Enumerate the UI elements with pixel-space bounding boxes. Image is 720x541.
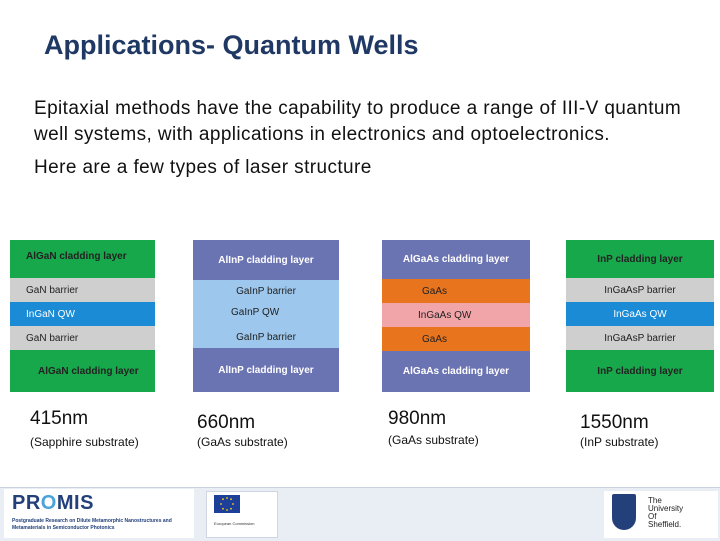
- barrier-bottom: GaAs: [382, 327, 530, 351]
- quantum-well: InGaAs QW: [566, 302, 714, 326]
- promis-logo: PROMIS: [12, 492, 94, 514]
- cladding-bottom: AlInP cladding layer: [193, 348, 339, 392]
- body-text: [34, 96, 694, 188]
- barrier-bottom: GaN barrier: [10, 326, 155, 350]
- quantum-well: InGaAs QW: [382, 303, 530, 327]
- cladding-top: AlGaN cladding layer: [10, 240, 155, 278]
- quantum-well: GaInP QW: [193, 302, 339, 326]
- wavelength-1550nm: 1550nm: [580, 412, 649, 433]
- laser-stack-415nm: [10, 240, 155, 392]
- cladding-bottom: InP cladding layer: [566, 350, 714, 392]
- substrate-1550nm: (InP substrate): [580, 435, 659, 449]
- laser-stack-1550nm: [566, 240, 714, 392]
- promis-tagline: Postgraduate Research on Dilute Metamorphic Nanostructures and Metamaterials in Semiconductor Photonics: [12, 518, 172, 531]
- laser-stack-980nm: [382, 240, 530, 392]
- cladding-top: AlInP cladding layer: [193, 240, 339, 280]
- wavelength-660nm: 660nm: [197, 412, 256, 433]
- cladding-bottom: AlGaN cladding layer: [10, 350, 155, 392]
- laser-stack-660nm: [193, 240, 339, 392]
- barrier-top: GaAs: [382, 279, 530, 303]
- substrate-980nm: (GaAs substrate): [388, 433, 479, 447]
- university-crest-icon: [612, 494, 636, 530]
- paragraph-intro: Epitaxial methods have the capability to produce a range of III-V quantum well systems, with applications in electronics and optoelectronics.: [34, 98, 682, 145]
- barrier-top: GaInP barrier: [193, 280, 339, 302]
- eu-caption: European Commission: [214, 521, 255, 526]
- barrier-bottom: GaInP barrier: [193, 326, 339, 348]
- wavelength-415nm: 415nm: [30, 408, 89, 429]
- barrier-top: InGaAsP barrier: [566, 278, 714, 302]
- quantum-well: InGaN QW: [10, 302, 155, 326]
- eu-flag-icon: [214, 495, 240, 513]
- barrier-bottom: InGaAsP barrier: [566, 326, 714, 350]
- cladding-top: AlGaAs cladding layer: [382, 240, 530, 279]
- cladding-top: InP cladding layer: [566, 240, 714, 278]
- substrate-660nm: (GaAs substrate): [197, 435, 288, 449]
- barrier-top: GaN barrier: [10, 278, 155, 302]
- paragraph-laser: Here are a few types of laser structure: [34, 157, 372, 178]
- eu-stars-icon: [214, 495, 240, 513]
- wavelength-980nm: 980nm: [388, 408, 447, 429]
- slide-title: Applications- Quantum Wells: [44, 30, 419, 60]
- cladding-bottom: AlGaAs cladding layer: [382, 351, 530, 392]
- university-name: The University Of Sheffield.: [648, 496, 684, 529]
- substrate-415nm: (Sapphire substrate): [30, 435, 139, 449]
